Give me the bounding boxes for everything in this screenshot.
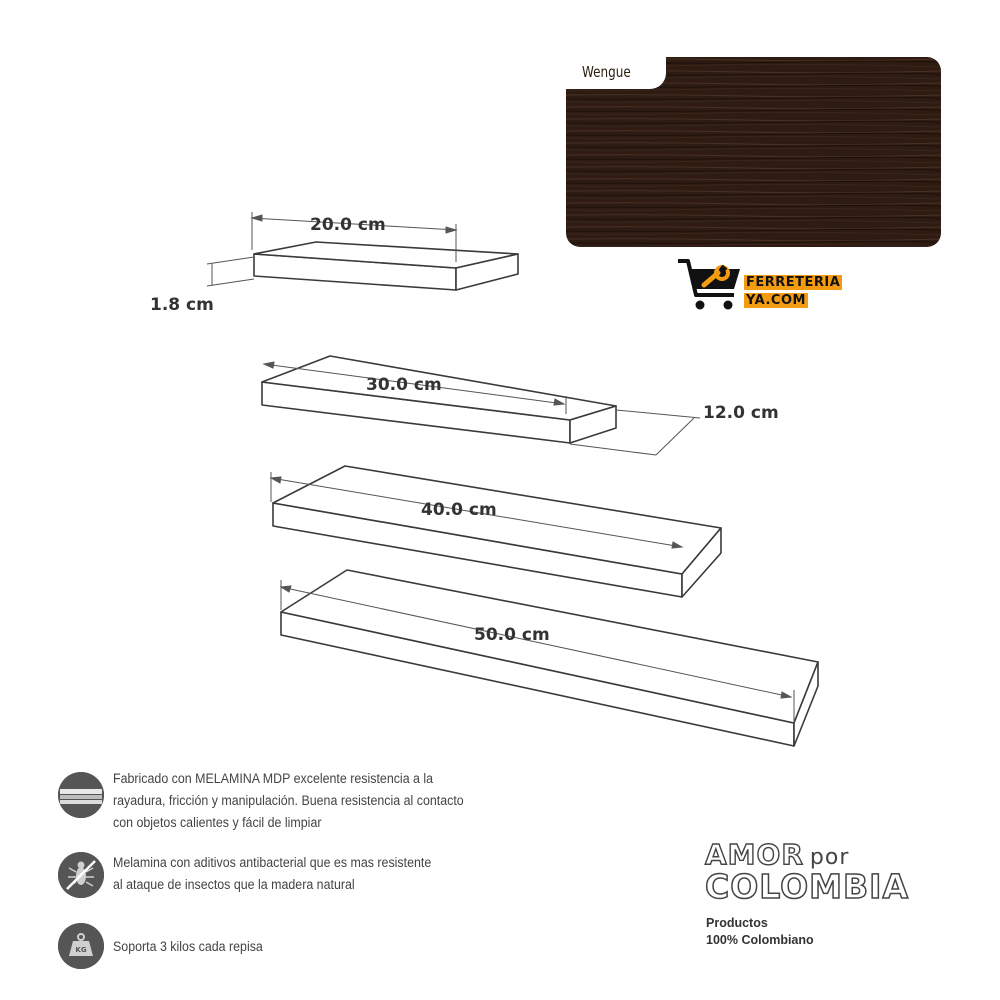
feature-line: con objetos calientes y fácil de limpiar [113,815,322,830]
weight-kg-icon [58,923,104,969]
amor-subtitle [706,915,814,949]
dim-40cm: 40.0 cm [421,500,497,520]
por-word: por [809,845,850,870]
shelf-30cm [262,356,616,443]
swatch-label: Wengue [582,63,631,81]
feature-line: Melamina con aditivos antibacterial que es mas resistente [113,855,432,870]
dim-20cm: 20.0 cm [310,215,386,235]
feature-line: Fabricado con MELAMINA MDP excelente resistencia a la [113,771,434,786]
amor-por-colombia-logo [705,838,909,906]
brand-line2: YA.COM [746,293,806,308]
dim-30cm: 30.0 cm [366,375,442,395]
feature-line: Soporta 3 kilos cada repisa [113,939,263,954]
colombia-word: COLOMBIA [705,867,909,906]
feature-weight [113,936,263,958]
feature-melamine [113,768,464,834]
svg-text:KG: KG [75,946,87,954]
productos-text: Productos [706,916,768,930]
melamine-layers-icon [58,772,104,818]
amor-word: AMOR [705,838,804,871]
colombiano-text: 100% Colombiano [706,933,814,947]
feature-line: al ataque de insectos que la madera natural [113,877,355,892]
feature-line: rayadura, fricción y manipulación. Buena resistencia al contacto [113,793,464,808]
dim-thickness: 1.8 cm [150,295,214,315]
no-insects-icon [58,852,104,898]
shelf-20cm [254,242,518,290]
dim-depth: 12.0 cm [703,403,779,423]
dim-50cm: 50.0 cm [474,625,550,645]
brand-line1: FERRETERIA [746,275,841,290]
feature-antibacterial [113,852,431,896]
shelf-50cm [281,570,818,746]
